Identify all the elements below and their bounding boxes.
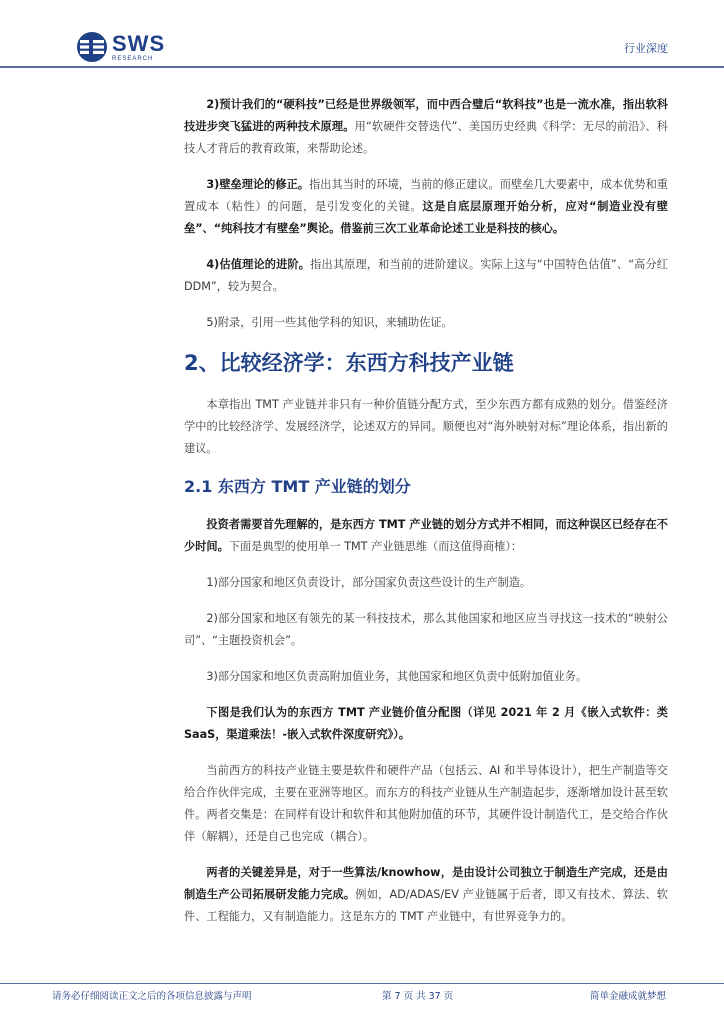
section-intro: 本章指出 TMT 产业链并非只有一种价值链分配方式，至少东西方都有成熟的划分。借鉴经济学中的比较经济学、发展经济学，论述双方的异同。顺便也对“海外映射对标”理论体系，指出新的建议。 [184, 398, 668, 455]
paragraph-key-difference [184, 862, 668, 928]
text: 指出其原理，和当前的进阶建议。实际上这与“中国特色估值”、“高分红 DDM”，较为契合。 [184, 258, 668, 293]
paragraph-west-east: 当前西方的科技产业链主要是软件和硬件产品（包括云、AI 和半导体设计），把生产制造等交给合作伙伴完成，主要在亚洲等地区。而东方的科技产业链从生产制造起步，逐渐增加设计甚至软件。两者交集是：在同样有设计和软件和其他附加值的环节，其硬件设计制造代工，是交给合作伙伴（解耦），还是自己也完成（耦合）。 [184, 764, 668, 843]
text: 下面是典型的使用单一 TMT 产业链思维（而这值得商榷）： [228, 540, 523, 553]
paragraph-item-5: 5)附录，引用一些其他学科的知识，来辅助佐证。 [206, 316, 453, 329]
footer-divider [0, 983, 724, 984]
header-divider [0, 66, 724, 68]
paragraph-investor-view [184, 514, 668, 558]
bold-text: 投资者需要首先理解的，是东西方 TMT 产业链的划分方式并不相同，而这种误区已经存在不少时间。 [184, 518, 668, 553]
section-heading: 2、比较经济学：东西方科技产业链 [184, 351, 514, 375]
paragraph-figure-note [184, 702, 668, 746]
sws-logo-icon [76, 31, 108, 63]
page-number: 第 7 页 共 37 页 [382, 991, 454, 1002]
bold-text: 3)壁垒理论的修正。 [206, 178, 310, 191]
logo-wordmark: SWS [112, 30, 166, 56]
report-category: 行业深度 [624, 42, 668, 55]
subsection-heading: 2.1 东西方 TMT 产业链的划分 [184, 477, 411, 496]
list-item: 1)部分国家和地区负责设计，部分国家负责这些设计的生产制造。 [206, 576, 532, 589]
bold-text: 两者的关键差异是，对于一些算法/knowhow，是由设计公司独立于制造生产完成，还是由制造生产公司拓展研发能力完成。 [184, 866, 668, 901]
sws-logo [76, 30, 165, 64]
paragraph-item-4 [184, 254, 668, 298]
text: 指出其当时的环境，当前的修正建议。而壁垒几大要素中，成本优势和重置成本（粘性）的问题，是引发变化的关键。 [184, 178, 668, 213]
text: 用“软硬件交替迭代”、美国历史经典《科学：无尽的前沿》、科技人才背后的教育政策，来帮助论述。 [184, 120, 668, 155]
bold-text: 2)预计我们的“硬科技”已经是世界级领军，而中西合璧后“软科技”也是一流水准，指出软科技进步突飞猛进的两种技术原理。 [184, 98, 668, 133]
text: 例如，AD/ADAS/EV 产业链属于后者，即又有技术、算法、软件、工程能力，又有制造能力。这是东方的 TMT 产业链中，有世界竞争力的。 [184, 888, 668, 923]
logo-subtitle: RESEARCH [112, 55, 154, 62]
report-body [184, 94, 668, 942]
list-item: 3)部分国家和地区负责高附加值业务，其他国家和地区负责中低附加值业务。 [206, 670, 588, 683]
bold-text: 这是自底层原理开始分析，应对“制造业没有壁垒”、“纯科技才有壁垒”舆论。借鉴前三次工业革命论述工业是科技的核心。 [184, 200, 668, 235]
bold-text: 下图是我们认为的东西方 TMT 产业链价值分配图（详见 2021 年 2 月《嵌入式软件：类 SaaS，渠道乘法！-嵌入式软件深度研究》）。 [184, 706, 668, 741]
bold-text: 4)估值理论的进阶。 [206, 258, 311, 271]
disclaimer-note: 请务必仔细阅读正文之后的各项信息披露与声明 [52, 991, 252, 1002]
page-header [0, 0, 724, 72]
list-item: 2)部分国家和地区有领先的某一科技技术，那么其他国家和地区应当寻找这一技术的“映射公司”、“主题投资机会”。 [184, 612, 668, 647]
paragraph-item-2 [184, 94, 668, 160]
footer-slogan: 简单金融成就梦想 [589, 991, 666, 1002]
paragraph-item-3 [184, 174, 668, 240]
